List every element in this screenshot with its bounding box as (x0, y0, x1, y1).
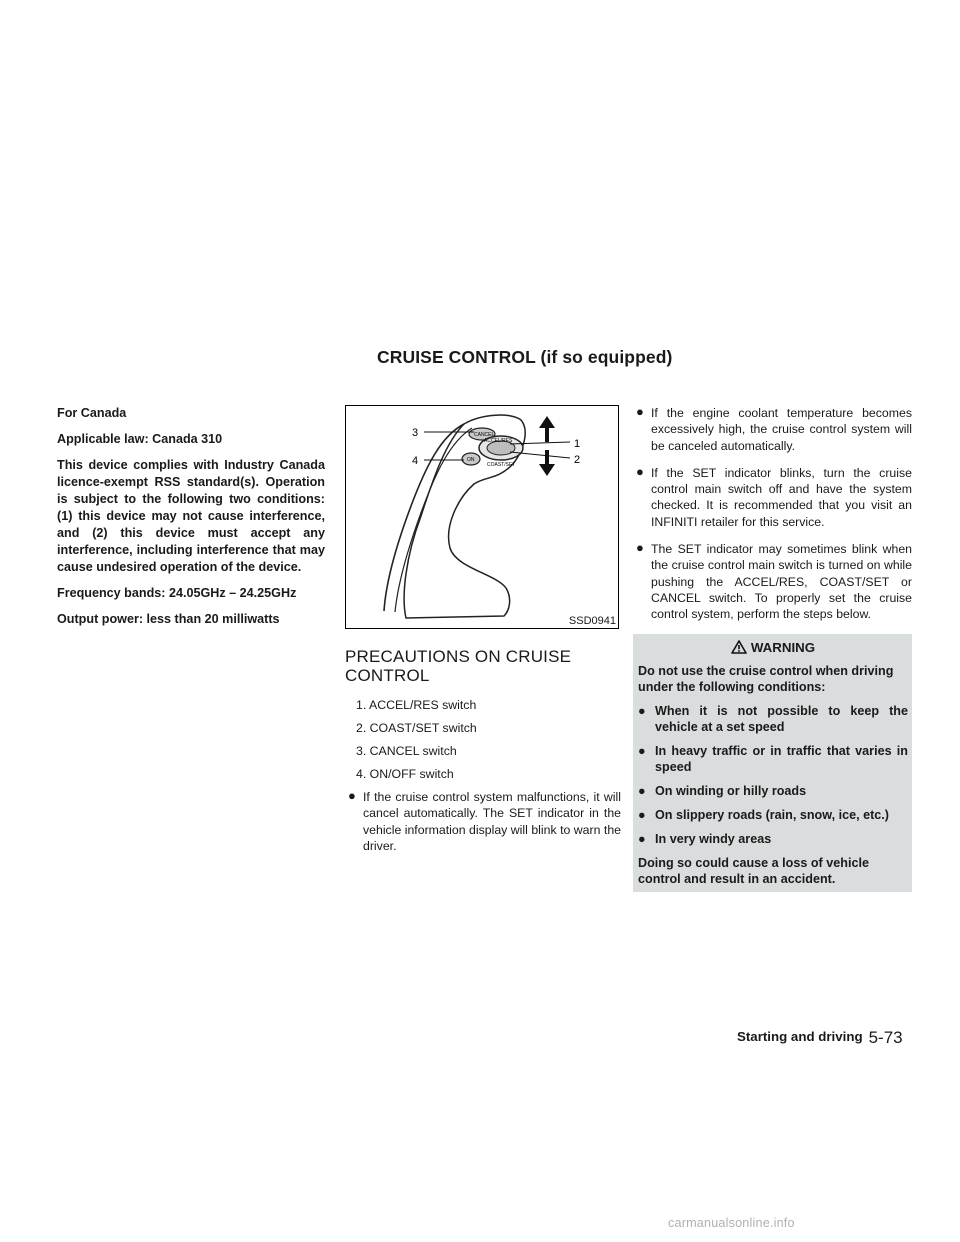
callout-3: 3 (412, 427, 419, 439)
up-arrow-icon (539, 416, 555, 442)
warning-item (638, 743, 908, 775)
warning-title: WARNING (750, 639, 816, 655)
warning-intro: Do not use the cruise control when driving under the following conditions: (638, 663, 894, 694)
precaution-bullets-1 (345, 789, 621, 854)
applicable-law: Applicable law: Canada 310 (57, 432, 223, 446)
list-item: 3. CANCEL switch (356, 744, 457, 758)
bullet-icon: ● (348, 788, 356, 803)
list-item: 2. COAST/SET switch (356, 721, 477, 735)
output-power: Output power: less than 20 milliwatts (57, 612, 280, 626)
switch-list (356, 697, 621, 782)
warning-item-text: In heavy traffic or in traffic that varies in speed (655, 743, 908, 774)
canada-heading: For Canada (57, 406, 127, 420)
bullet-text: The SET indicator may sometimes blink when the cruise control main switch is turned on while pushing the ACCEL/RES, COAST/SET or CANCEL switch. To properly set the cruise control system, perform the steps below. (651, 542, 912, 622)
warning-list (638, 703, 908, 847)
warning-item (638, 807, 908, 823)
bullet-text: If the cruise control system malfunctions, it will cancel automatically. The SET indicator in the vehicle information display will blink to warn the driver. (363, 790, 621, 853)
bullet-item (633, 405, 912, 454)
steering-wheel-switch-illustration (346, 406, 618, 628)
figure-code: SSD0941 (568, 615, 616, 627)
warning-triangle-icon (731, 640, 747, 654)
warning-item-text: When it is not possible to keep the vehicle at a set speed (655, 703, 908, 734)
bullet-icon: ● (638, 703, 646, 718)
bullet-item (633, 465, 912, 530)
bullet-text: If the SET indicator blinks, turn the cruise control main switch off and have the system checked. It is recommended that you visit an INFINITI retailer for this service. (651, 465, 912, 529)
warning-box (633, 634, 912, 892)
bullet-icon: ● (638, 831, 646, 846)
list-item: 4. ON/OFF switch (356, 767, 454, 781)
callout-2: 2 (574, 454, 581, 466)
down-arrow-icon (539, 450, 555, 476)
cancel-label: CANCEL (474, 432, 495, 438)
bullet-icon: ● (636, 540, 644, 556)
column-right (633, 405, 912, 892)
on-label: ON (467, 457, 475, 463)
warning-item-text: In very windy areas (655, 831, 772, 846)
watermark: carmanualsonline.info (668, 1216, 795, 1230)
section-title: CRUISE CONTROL (if so equipped) (377, 347, 673, 367)
bullet-icon: ● (638, 783, 646, 798)
warning-header (638, 634, 908, 663)
warning-item-text: On winding or hilly roads (655, 783, 807, 798)
column-left (57, 405, 325, 637)
cruise-switch-figure (345, 405, 619, 629)
bullet-icon: ● (636, 404, 644, 419)
warning-item (638, 703, 908, 735)
callout-4: 4 (412, 455, 419, 467)
page-footer (737, 1028, 903, 1048)
compliance-text: This device complies with Industry Canada licence-exempt RSS standard(s). Operation is subject to the following two conditions: (1) this device may not cause interference, and (2) this device must accept any interference, including interference that may cause undesired operation of the device. (57, 458, 325, 574)
precaution-bullets-2 (633, 405, 912, 623)
warning-outro: Doing so could cause a loss of vehicle control and result in an accident. (638, 855, 869, 886)
bullet-text: If the engine coolant temperature becomes excessively high, the cruise control system will be canceled automatically. (651, 406, 912, 453)
column-middle (345, 405, 621, 865)
frequency-bands: Frequency bands: 24.05GHz – 24.25GHz (57, 586, 297, 600)
warning-item-text: On slippery roads (rain, snow, ice, etc.) (655, 807, 889, 822)
warning-item (638, 831, 908, 847)
precautions-heading: PRECAUTIONS ON CRUISE CONTROL (345, 647, 572, 685)
bullet-icon: ● (638, 807, 646, 822)
accel-label: ACCEL/RES (484, 438, 513, 444)
list-item: 1. ACCEL/RES switch (356, 698, 477, 712)
coast-label: COAST/SET (487, 462, 516, 468)
bullet-item (633, 541, 912, 622)
bullet-item (345, 789, 621, 854)
callout-1: 1 (574, 438, 581, 450)
warning-item (638, 783, 908, 799)
bullet-icon: ● (636, 463, 644, 479)
page-number: 5-73 (868, 1028, 903, 1047)
bullet-icon: ● (638, 743, 646, 758)
footer-section: Starting and driving (737, 1029, 863, 1044)
